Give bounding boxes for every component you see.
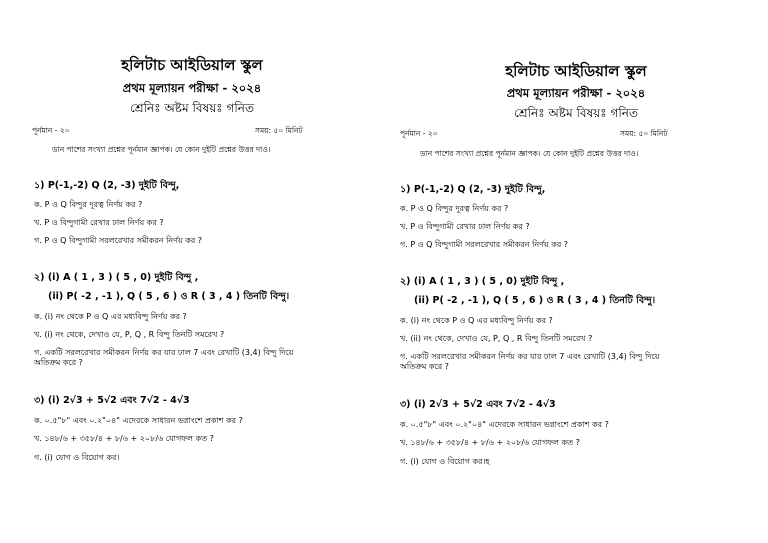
q2-part-c-line2: অতিক্রম করে ? <box>400 362 449 371</box>
exam-title: প্রথম মূল্যায়ন পরীক্ষা - ২০২৪ <box>122 81 262 95</box>
q1-part-c: গ. P ও Q বিন্দুগামী সরলরেখার সমীকরন নির্ণয় কর ? <box>400 240 569 249</box>
q1-part-a: ক. P ও Q বিন্দুর দূরত্ব নির্ণয় কর ? <box>400 204 509 213</box>
time-limit: সময়: ৫০ মিনিট <box>255 126 303 135</box>
full-marks: পূর্নমান - ২০ <box>32 126 70 135</box>
school-name: হলিটাচ আইডিয়াল স্কুল <box>505 62 647 80</box>
q2-part-c-line2: অতিক্রম করে ? <box>34 358 83 367</box>
q2-part-c-line1: গ. একটি সরলরেখার সমীকরন নির্ণয় কর যার ঢাল 7 এবং রেখাটি (3,4) বিন্দু দিয়ে <box>400 352 660 361</box>
q3-part-a: ক. ০.৫"৮" এবং ০.২"০৪" এদেরকে সাধারন ভগ্নাংশে প্রকাশ কর ? <box>400 420 609 429</box>
q2-heading-2: (ii) P( -2 , -1 ), Q ( 5 , 6 ) ও R ( 3 , 4 ) তিনটি বিন্দু। <box>414 295 656 306</box>
time-limit: সময়: ৫০ মিনিট <box>620 129 668 138</box>
q2-part-b: খ. (i) নং থেকে, দেখাও যে, P, Q , R বিন্দু তিনটি সমরেখ ? <box>34 330 225 339</box>
q1-heading: ১) P(-1,-2) Q (2, -3) দুইটি বিন্দু, <box>400 184 546 195</box>
q3-part-b: খ. ১৪৮/৬ + ৩৫৮/৪ + ৮/৬ + ২০৮/৬ যোগফল কত ? <box>400 438 580 447</box>
q2-part-a: ক. (i) নং থেকে P ও Q এর মধ্যবিন্দু নির্ণয় কর ? <box>34 312 187 321</box>
q1-part-c: গ. P ও Q বিন্দুগামী সরলরেখার সমীকরন নির্ণয় কর ? <box>34 236 203 245</box>
school-name: হলিটাচ আইডিয়াল স্কুল <box>121 56 263 74</box>
full-marks: পূর্নমান - ২০ <box>400 129 438 138</box>
q2-part-a: ক. (i) নং থেকে P ও Q এর মধ্যবিন্দু নির্ণয় কর ? <box>400 316 553 325</box>
class-subject: শ্রেনিঃ অষ্টম বিষয়ঃ গনিত <box>130 101 254 115</box>
q3-part-a: ক. ০.৫"৮" এবং ০.২"০৪" এদেরকে সাধারন ভগ্নাংশে প্রকাশ কর ? <box>34 416 243 425</box>
q3-heading: ৩) (i) 2√3 + 5√2 এবং 7√2 - 4√3 <box>34 395 190 406</box>
q1-part-b: খ. P ও বিন্দুগামী রেখার ঢাল নির্ণয় কর ? <box>400 222 530 231</box>
q2-part-c-line1: গ. একটি সরলরেখার সমীকরন নির্ণয় কর যার ঢাল 7 এবং রেখাটি (3,4) বিন্দু দিয়ে <box>34 348 294 357</box>
q2-heading-1: ২) (i) A ( 1 , 3 ) ( 5 , 0) দুইটি বিন্দু , <box>400 276 565 287</box>
right-question-paper <box>384 0 768 543</box>
class-subject: শ্রেনিঃ অষ্টম বিষয়ঃ গনিত <box>514 106 638 120</box>
q3-part-b: খ. ১৪৮/৬ + ৩৫৮/৪ + ৮/৬ + ২০৮/৬ যোগফল কত ? <box>34 434 214 443</box>
q1-part-a: ক. P ও Q বিন্দুর দূরত্ব নির্ণয় কর ? <box>34 200 143 209</box>
q2-heading-2: (ii) P( -2 , -1 ), Q ( 5 , 6 ) ও R ( 3 , 4 ) তিনটি বিন্দু। <box>48 291 290 302</box>
q3-part-c: গ. (i) যোগ ও বিয়োগ কর। <box>34 453 120 462</box>
q1-heading: ১) P(-1,-2) Q (2, -3) দুইটি বিন্দু, <box>34 180 180 191</box>
instruction: ডান পাশের সংখ্যা প্রশ্নের পূর্নমান জ্ঞাপক। যে কোন দুইটি প্রশ্নের উত্তর দাও। <box>420 149 639 158</box>
q2-heading-1: ২) (i) A ( 1 , 3 ) ( 5 , 0) দুইটি বিন্দু , <box>34 272 199 283</box>
q2-part-b: খ. (ii) নং থেকে, দেখাও যে, P, Q , R বিন্দু তিনটি সমরেখ ? <box>400 334 593 343</box>
exam-title: প্রথম মূল্যায়ন পরীক্ষা - ২০২৪ <box>506 86 646 100</box>
instruction: ডান পাশের সংখ্যা প্রশ্নের পূর্নমান জ্ঞাপক। যে কোন দুইটি প্রশ্নের উত্তর দাও। <box>52 145 271 154</box>
q1-part-b: খ. P ও বিন্দুগামী রেখার ঢাল নির্ণয় কর ? <box>34 218 164 227</box>
q3-part-c: গ. (i) যোগ ও বিয়োগ কর।হ <box>400 457 490 466</box>
q3-heading: ৩) (i) 2√3 + 5√2 এবং 7√2 - 4√3 <box>400 399 556 410</box>
